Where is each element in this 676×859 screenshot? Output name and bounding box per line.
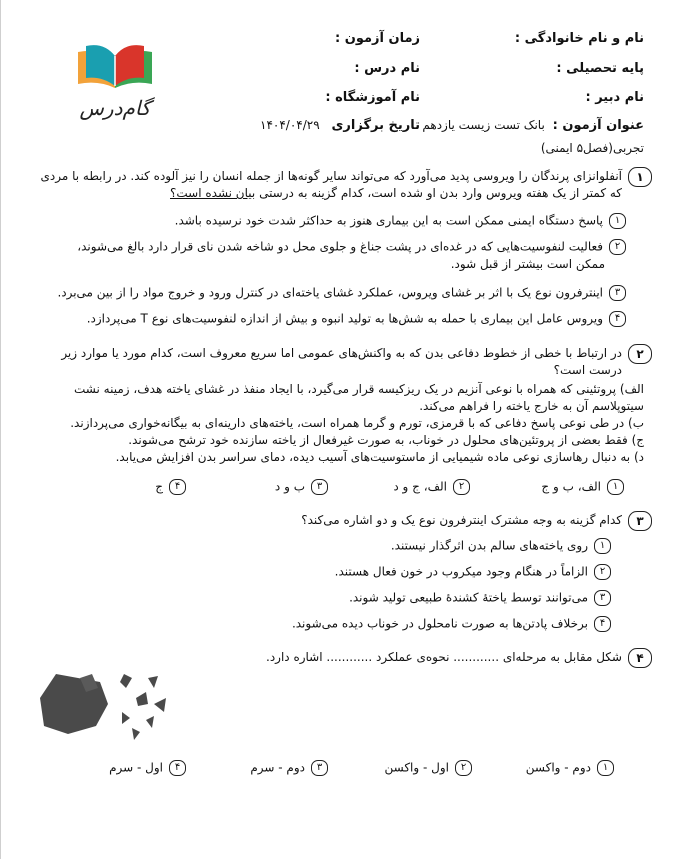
- q4-option-2[interactable]: [385, 760, 473, 776]
- course-name-label: نام درس :: [354, 61, 420, 76]
- q2-statement-d: د) به دنبال رهاسازی نوعی ماده شیمیایی از ماستوسیت‌های آسیب دیده، دمای سراسر بدن افزایش می‌یابد.: [115, 450, 644, 464]
- q4-option-4-text: اول - سرم: [109, 760, 163, 775]
- q3-option-3-number: ۳: [594, 590, 611, 606]
- q1-option-3[interactable]: [57, 285, 626, 301]
- q2-option-4[interactable]: [155, 479, 186, 495]
- q3-option-1[interactable]: [391, 538, 611, 554]
- exam-date-row: [260, 118, 420, 133]
- q1-option-4[interactable]: [87, 311, 626, 327]
- q2-stem-line-2: درست است؟: [553, 363, 622, 377]
- figure-large-fragment: [40, 674, 108, 734]
- q4-option-1[interactable]: [526, 760, 614, 776]
- q3-option-1-number: ۱: [594, 538, 611, 554]
- q2-statement-c: ج) فقط بعضی از پروتئین‌های محلول در خوناب، به صورت غیرفعال از یاخته سازنده خود ترشح می‌شوند.: [128, 433, 644, 447]
- q1-option-1[interactable]: [175, 213, 626, 229]
- q2-stem-line-1: در ارتباط با خطی از خطوط دفاعی بدن که به واکنش‌های عمومی اما سریع معروف است، کدام مورد یا موارد زیر: [61, 346, 622, 360]
- q1-stem-underlined: بیان نشده است؟: [170, 186, 256, 200]
- question-number-1: ۱: [628, 167, 652, 187]
- exam-title-value: بانک تست زیست یازدهم: [422, 118, 545, 132]
- figure-fragment-6: [122, 712, 130, 724]
- exam-title-value-line2: تجربی(فصل۵ ایمنی): [540, 141, 644, 155]
- q3-option-4-text: برخلاف پادتن‌ها به صورت نامحلول در خوناب دیده می‌شوند.: [291, 616, 588, 631]
- q2-option-3-number: ۳: [311, 479, 328, 495]
- q1-option-3-text: اینترفرون نوع یک با اثر بر غشای ویروس، عملکرد غشای یاخته‌ای در کنترل ورود و خروج مواد را از بین می‌برد.: [57, 285, 603, 300]
- figure-fragment-7: [146, 716, 154, 728]
- q1-option-1-text: پاسخ دستگاه ایمنی ممکن است به این بیماری هنوز به حداکثر شدت خود نرسیده باشد.: [174, 213, 603, 228]
- q1-option-4-number: ۴: [609, 311, 626, 327]
- logo-text: گام‌درس: [79, 96, 151, 120]
- q2-option-2-text: الف، ج و د: [393, 479, 447, 494]
- q2-statement-b: ب) در طی نوعی پاسخ دفاعی که با قرمزی، تورم و گرما همراه است، یاخته‌های دارینه‌ای به بیگانه‌خواری می‌پردازند.: [70, 416, 644, 430]
- q2-option-1[interactable]: [541, 479, 624, 495]
- question-number-3: ۳: [628, 511, 652, 531]
- q1-option-4-text: ویروس عامل این بیماری با حمله به شش‌ها به تولید انبوه و بیش از اندازه لنفوسیت‌های نوع T می‌پردازد.: [86, 311, 603, 326]
- q1-stem-line-1: آنفلوانزای پرندگان را ویروسی پدید می‌آورد که می‌تواند سایر گونه‌ها از جمله انسان را نیز آلوده کند. در رابطه با مردی: [40, 169, 622, 183]
- q4-stem-line-1: شکل مقابل به مرحله‌ای ............ نحوه‌ی عملکرد ............ اشاره دارد.: [266, 650, 622, 664]
- q2-option-4-number: ۴: [169, 479, 186, 495]
- exam-time-label: زمان آزمون :: [335, 31, 420, 46]
- q2-option-3[interactable]: [275, 479, 328, 495]
- q4-option-1-text: دوم - واکسن: [525, 760, 591, 775]
- page-left-border: [0, 0, 1, 859]
- q3-option-4-number: ۴: [594, 616, 611, 632]
- q3-option-1-text: روی یاخته‌های سالم بدن اثرگذار نیستند.: [390, 538, 588, 553]
- q2-statement-a: الف) پروتئینی که همراه با نوعی آنزیم در یک ریزکیسه قرار می‌گیرد، با ایجاد منفذ در غشای یاخته هدف، زمینه نشت: [74, 382, 644, 396]
- q4-option-1-number: ۱: [597, 760, 614, 776]
- q1-option-2[interactable]: [77, 239, 626, 255]
- q2-option-2[interactable]: [393, 479, 470, 495]
- q3-option-2[interactable]: [335, 564, 611, 580]
- name-field-label: نام و نام خانوادگی :: [514, 31, 644, 46]
- q3-option-2-text: الزاماً در هنگام وجود میکروب در خون فعال هستند.: [334, 564, 588, 579]
- q1-stem-line-2: [170, 185, 622, 202]
- q1-stem-line-2-text: که کمتر از یک هفته ویروس وارد بدن او شده است، کدام گزینه به درستی: [259, 186, 622, 200]
- q1-option-2-line-2: ممکن است بیشتر از قبل شود.: [450, 257, 605, 271]
- q2-option-2-number: ۲: [453, 479, 470, 495]
- q3-stem-line-1: کدام گزینه به وجه مشترک اینترفرون نوع یک و دو اشاره می‌کند؟: [301, 513, 622, 527]
- figure-fragment-4: [136, 692, 148, 706]
- q1-option-2-number: ۲: [609, 239, 626, 255]
- q3-option-2-number: ۲: [594, 564, 611, 580]
- q1-option-1-number: ۱: [609, 213, 626, 229]
- exam-date-value: ۱۴۰۴/۰۴/۲۹: [260, 118, 320, 132]
- exam-date-label: تاریخ برگزاری: [331, 118, 420, 133]
- figure-fragment-5: [154, 698, 166, 712]
- q4-option-3[interactable]: [250, 760, 328, 776]
- q4-option-2-text: اول - واکسن: [384, 760, 449, 775]
- q3-option-3-text: می‌توانند توسط یاختهٔ کشندهٔ طبیعی تولید شوند.: [349, 590, 588, 605]
- question-number-4: ۴: [628, 648, 652, 668]
- figure-fragment-2: [120, 674, 132, 688]
- q3-option-3[interactable]: [349, 590, 611, 606]
- question-number-2: ۲: [628, 344, 652, 364]
- school-name-label: نام آموزشگاه :: [325, 90, 420, 105]
- q4-option-4[interactable]: [109, 760, 186, 776]
- figure-fragment-3: [148, 676, 158, 688]
- q4-option-3-text: دوم - سرم: [250, 760, 305, 775]
- q2-option-4-text: ج: [155, 479, 163, 494]
- q1-option-3-number: ۳: [609, 285, 626, 301]
- exam-title-row: [422, 118, 644, 133]
- q3-option-4[interactable]: [292, 616, 611, 632]
- site-logo: [70, 40, 160, 125]
- q4-option-3-number: ۳: [311, 760, 328, 776]
- q2-statement-a-line-2: سیتوپلاسم آن به خارج یاخته را فراهم می‌کند.: [419, 399, 644, 413]
- exam-title-label: عنوان آزمون :: [552, 118, 644, 133]
- figure-fragment-8: [132, 728, 140, 740]
- teacher-name-label: نام دبیر :: [585, 90, 644, 105]
- open-book-icon: [70, 40, 160, 95]
- grade-label: پایه تحصیلی :: [556, 61, 644, 76]
- q2-option-1-text: الف، ب و ج: [541, 479, 601, 494]
- virus-fragments-figure: [38, 668, 178, 748]
- q4-option-4-number: ۴: [169, 760, 186, 776]
- q4-option-2-number: ۲: [455, 760, 472, 776]
- q2-option-1-number: ۱: [607, 479, 624, 495]
- q1-option-2-text: فعالیت لنفوسیت‌هایی که در غده‌ای در پشت جناغ و جلوی محل دو شاخه شدن نای قرار دارد بالغ می‌شوند،: [77, 239, 603, 254]
- q2-option-3-text: ب و د: [274, 479, 305, 494]
